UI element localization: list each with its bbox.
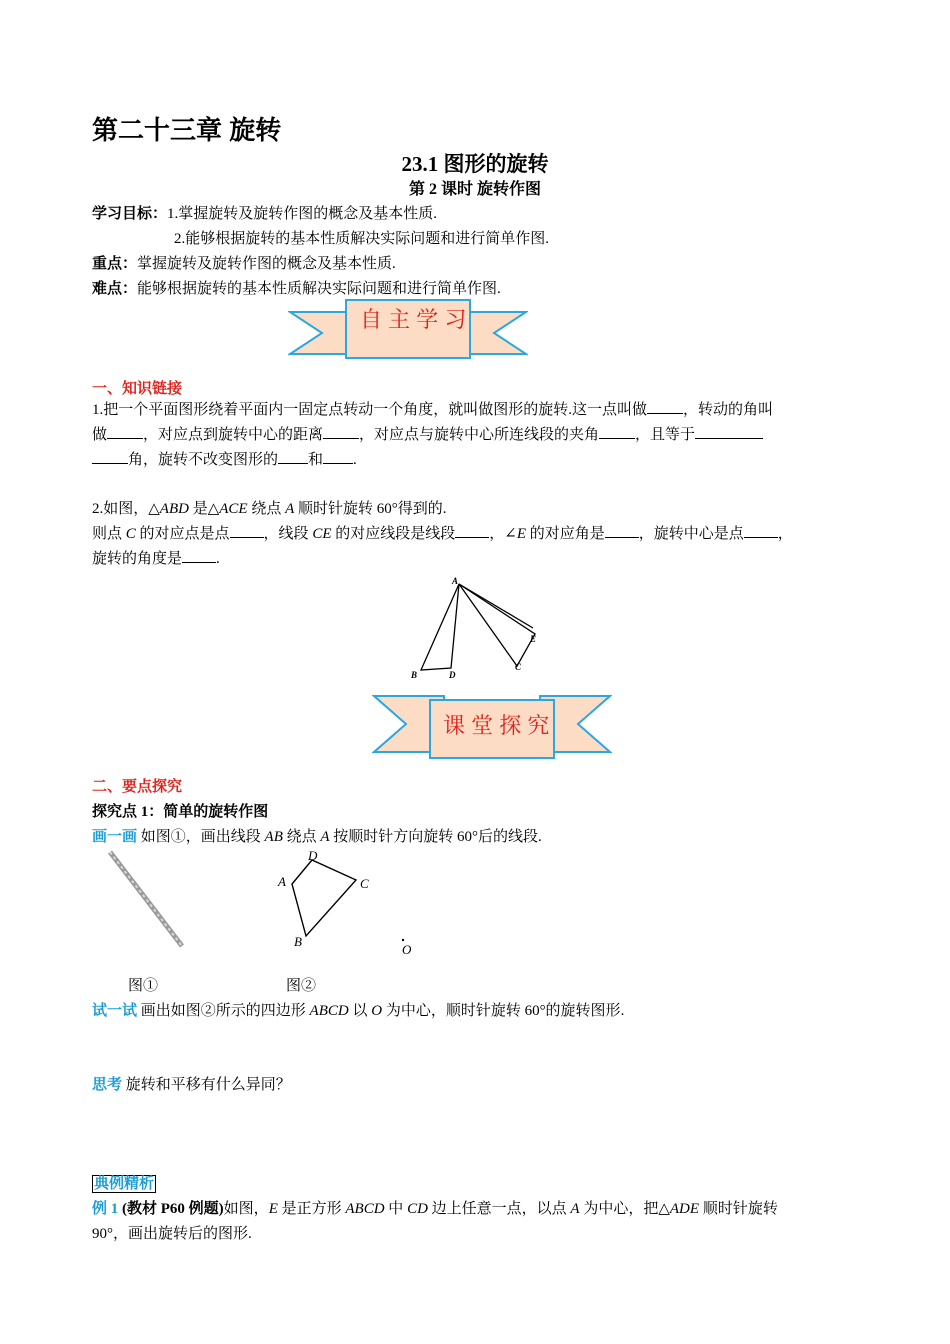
caption-fig1: 图① xyxy=(128,978,159,994)
q2-text: 绕点 xyxy=(247,501,286,517)
chapter-title: 第二十三章 旋转 xyxy=(92,115,282,145)
difficulty-text: 能够根据旋转的基本性质解决实际问题和进行简单作图. xyxy=(137,281,501,297)
try-text: ABCD xyxy=(309,1003,349,1019)
segment-ae-shadow xyxy=(459,584,533,628)
example1-text: ABCD xyxy=(345,1201,385,1217)
label-b: B xyxy=(411,670,418,680)
try-text: 画出如图②所示的四边形 xyxy=(137,1003,310,1019)
draw-text: A xyxy=(320,829,330,845)
q2-text: 的对应角是 xyxy=(526,526,605,542)
point-o xyxy=(402,939,404,941)
q1-blank-8[interactable] xyxy=(323,449,353,464)
q1-text-4: ，对应点到旋转中心的距离 xyxy=(143,427,324,443)
q2-text: 的对应点是点 xyxy=(135,526,230,542)
figure-triangles xyxy=(405,574,545,684)
q2-blank-3[interactable] xyxy=(605,523,639,538)
difficulty xyxy=(92,277,501,298)
q1-text-3: 做 xyxy=(92,427,108,443)
q1-line3 xyxy=(92,448,357,473)
banner-classroom-text: 课 堂 探 究 xyxy=(443,713,550,738)
q1-blank-2[interactable] xyxy=(107,424,143,439)
q2-line1 xyxy=(92,497,447,522)
q2-line3 xyxy=(92,547,220,572)
label-c: C xyxy=(515,662,522,672)
section2-heading: 二、要点探究 xyxy=(92,779,183,795)
q1-line1 xyxy=(92,398,773,423)
triangle-abd xyxy=(421,584,459,670)
example1-text: 中 xyxy=(384,1201,408,1217)
q2-text: 则点 xyxy=(92,526,126,542)
lesson-title: 第 2 课时 旋转作图 xyxy=(408,181,541,198)
caption-fig2: 图② xyxy=(286,978,317,994)
quadrilateral-abcd xyxy=(292,860,356,936)
label-a: A xyxy=(278,874,286,889)
key-point xyxy=(92,252,396,273)
q2-text: ACE xyxy=(219,501,248,517)
example1-line2: 90°，画出旋转后的图形. xyxy=(92,1226,252,1242)
q2-blank-5[interactable] xyxy=(182,548,216,563)
try-text: O xyxy=(371,1003,383,1019)
key-point-label: 重点： xyxy=(92,256,138,272)
q2-text: ，旋转中心是点 xyxy=(638,526,744,542)
q1-text-1: 1.把一个平面图形绕着平面内一固定点转动一个角度，就叫做图形的旋转.这一点叫做 xyxy=(92,402,648,418)
banner-self-study-text: 自 主 学 习 xyxy=(360,307,467,332)
q2-text: A xyxy=(285,501,295,517)
q2-blank-2[interactable] xyxy=(455,523,489,538)
label-d: D xyxy=(449,670,456,680)
q1-blank-6[interactable] xyxy=(92,449,128,464)
q2-text: 的对应线段是线段 xyxy=(331,526,456,542)
q2-text: 顺时针旋转 60°得到的. xyxy=(294,501,447,517)
figure-quadrilateral xyxy=(272,846,422,961)
q2-text: ， xyxy=(777,526,793,542)
label-d: D xyxy=(308,848,318,863)
draw-tag: 画一画 xyxy=(92,829,138,845)
q2-text: C xyxy=(125,526,136,542)
q2-line2 xyxy=(92,522,793,547)
q2-blank-1[interactable] xyxy=(230,523,264,538)
figure-segment-ab xyxy=(100,846,200,956)
try-text: 以 xyxy=(348,1003,372,1019)
q1-text-9: . xyxy=(353,452,357,468)
think-text: 旋转和平移有什么异同？ xyxy=(122,1077,291,1093)
q1-text-2: ，转动的角叫 xyxy=(683,402,774,418)
q2-text: E xyxy=(516,526,526,542)
example1-tag: 例 1 xyxy=(92,1201,119,1217)
q1-text-6: ，且等于 xyxy=(635,427,696,443)
q2-text: 是△ xyxy=(188,501,220,517)
example1-text: 为中心，把△ xyxy=(579,1201,670,1217)
goals-label: 学习目标： xyxy=(92,206,168,222)
goals-item2: 2.能够根据旋转的基本性质解决实际问题和进行简单作图. xyxy=(174,231,550,247)
label-e: E xyxy=(530,634,537,644)
difficulty-label: 难点： xyxy=(92,281,138,297)
q1-text-7: 角，旋转不改变图形的 xyxy=(128,452,279,468)
q2-text: ，∠ xyxy=(489,526,517,542)
section-title: 23.1 图形的旋转 xyxy=(401,152,549,176)
try-tag: 试一试 xyxy=(92,1003,138,1019)
example1-text: 如图， xyxy=(223,1201,269,1217)
q1-line2 xyxy=(92,423,763,448)
example1-text: CD xyxy=(407,1201,428,1217)
example1-text: 顺时针旋转 xyxy=(699,1201,778,1217)
example-box-label: 典例精析 xyxy=(94,1176,155,1192)
draw-line xyxy=(92,825,542,846)
segment-ab xyxy=(110,852,182,946)
q2-text: ，线段 xyxy=(263,526,313,542)
example1-text: 边上任意一点，以点 xyxy=(427,1201,571,1217)
try-text: 为中心，顺时针旋转 60°的旋转图形. xyxy=(382,1003,625,1019)
example1-text: ADE xyxy=(669,1201,700,1217)
example-heading xyxy=(92,1172,156,1193)
label-c: C xyxy=(360,876,369,891)
example1-source: (教材 P60 例题) xyxy=(118,1201,224,1217)
q2-blank-4[interactable] xyxy=(744,523,778,538)
key-point-text: 掌握旋转及旋转作图的概念及基本性质. xyxy=(137,256,396,272)
q1-blank-3[interactable] xyxy=(323,424,359,439)
q1-blank-7[interactable] xyxy=(278,449,308,464)
triangle-ace xyxy=(459,584,535,666)
explore1-label: 探究点 1：简单的旋转作图 xyxy=(92,804,269,820)
example1-text: E xyxy=(268,1201,278,1217)
label-a: A xyxy=(452,576,459,586)
goals-line1 xyxy=(92,202,437,223)
think-tag: 思考 xyxy=(92,1077,123,1093)
q1-blank-5[interactable] xyxy=(695,424,763,439)
q2-text: ABD xyxy=(159,501,189,517)
q1-text-5: ，对应点与旋转中心所连线段的夹角 xyxy=(359,427,600,443)
q2-text: 2.如图，△ xyxy=(92,501,160,517)
example1-text: A xyxy=(570,1201,580,1217)
draw-text: 按顺时针方向旋转 60°后的线段. xyxy=(329,829,542,845)
label-b: B xyxy=(294,934,302,949)
label-o: O xyxy=(402,942,412,957)
example1-line1 xyxy=(92,1197,778,1218)
q1-text-8: 和 xyxy=(308,452,324,468)
q1-blank-1[interactable] xyxy=(647,399,683,414)
think-line xyxy=(92,1073,291,1094)
example1-text: 是正方形 xyxy=(277,1201,346,1217)
draw-text: AB xyxy=(264,829,283,845)
goals-item1: 1.掌握旋转及旋转作图的概念及基本性质. xyxy=(167,206,438,222)
q2-text: CE xyxy=(312,526,332,542)
try-line xyxy=(92,999,624,1020)
section1-heading: 一、知识链接 xyxy=(92,381,183,397)
draw-text: 绕点 xyxy=(282,829,321,845)
q1-blank-4[interactable] xyxy=(599,424,635,439)
draw-text: 如图①，画出线段 xyxy=(137,829,265,845)
q2-text: . xyxy=(216,551,220,567)
q2-text: 旋转的角度是 xyxy=(92,551,183,567)
